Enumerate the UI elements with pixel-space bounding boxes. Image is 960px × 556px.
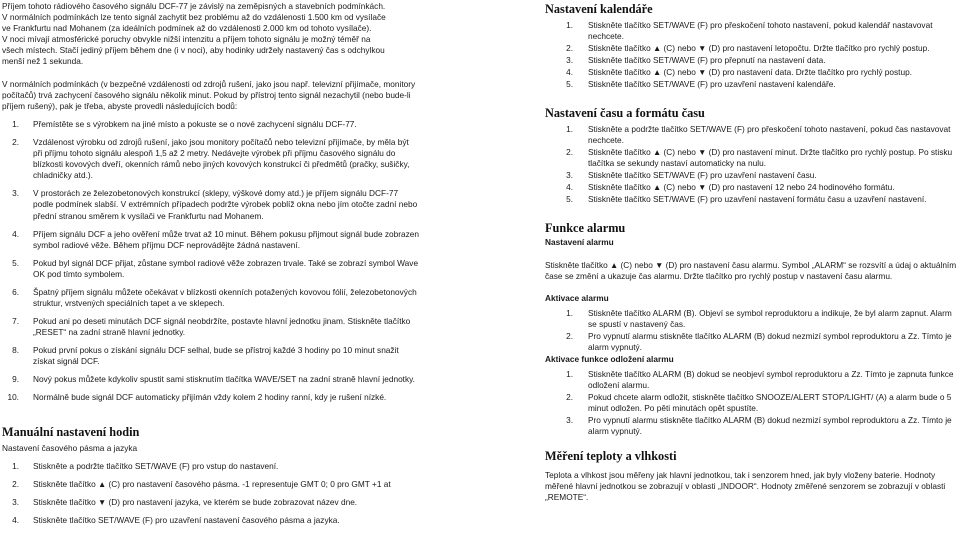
list-item: 1. Stiskněte a podržte tlačítko SET/WAVE (F) pro vstup do nastavení. — [12, 460, 279, 471]
list-item: 8. Pokud první pokus o získání signálu DCF selhal, bude se přístroj každé 3 hodiny po 10 minut snažit získat signál DCF. — [12, 344, 399, 366]
calendar-heading: Nastavení kalendáře — [545, 2, 653, 16]
manual-setting-heading: Manuální nastavení hodin — [2, 424, 140, 439]
reception-paragraph: V normálních podmínkách (v bezpečné vzdálenosti od zdrojů rušení, jako jsou např. televizní přijímače, monitory počítačů) trvá zachycení časového signálu několik minut. Pokud by přístroj tento signál nezachytil (nebo bude-li příjem rušený), pak je třeba, abyste provedli následujících bodů: — [2, 79, 416, 112]
intro-line: menší než 1 sekunda. — [2, 56, 84, 67]
intro-paragraph — [2, 1, 420, 67]
right-column — [545, 0, 957, 503]
list-item: 1. Přemístěte se s výrobkem na jiné místo a pokuste se o nové zachycení signálu DCF-77. — [12, 119, 357, 130]
list-item: 4. Stiskněte tlačítko ▲ (C) nebo ▼ (D) pro nastavení data. Držte tlačítko pro rychlý postup. — [566, 66, 913, 77]
list-item: 3. Stiskněte tlačítko ▼ (D) pro nastavení jazyka, ve kterém se bude zobrazovat název dne. — [12, 496, 358, 507]
list-item: 3. V prostorách ze železobetonových konstrukcí (sklepy, výškové domy atd.) je příjem signálu DCF-77 podle podmínek slabší. V extrémních případech podržte výrobek poblíž okna nebo jím otočte zadní nebo přední stranou směrem k vysílači ve Frankfurtu nad Mohanem. — [12, 188, 418, 221]
alarm-activation-steps — [545, 308, 957, 353]
list-item: 9. Nový pokus můžete kdykoliv spustit sami stisknutím tlačítka WAVE/SET na zadní straně hlavní jednotky. — [12, 373, 415, 384]
alarm-heading: Funkce alarmu — [545, 220, 626, 235]
list-item: 10. Normálně bude signál DCF automaticky přijímán vždy kolem 2 hodiny ranní, kdy je rušení nízké. — [7, 391, 387, 402]
snooze-steps — [545, 369, 957, 437]
list-item: 4. Stiskněte tlačítko SET/WAVE (F) pro uzavření nastavení časového pásma a jazyka. — [12, 514, 340, 525]
intro-line: V noci mívají atmosférické poruchy obvykle nižší intenzitu a příjem tohoto signálu je možný téměř na — [2, 34, 371, 45]
list-item: 2. Stiskněte tlačítko ▲ (C) nebo ▼ (D) pro nastavení letopočtu. Držte tlačítko pro rychlý postup. — [566, 42, 930, 53]
timezone-steps — [2, 461, 420, 526]
list-item: 1. Stiskněte tlačítko ALARM (B) dokud se neobjeví symbol reproduktoru a Zz. Tímto je zapnuta funkce odložení alarmu. — [566, 368, 954, 390]
list-item: 5. Pokud byl signál DCF přijat, zůstane symbol radiové věže zobrazen trvale. Také se zobrazí symbol Wave OK pod tímto symbolem. — [12, 257, 419, 279]
list-item: 2. Pro vypnutí alarmu stiskněte tlačítko ALARM (B) dokud nezmizí symbol reproduktoru a Zz. Tímto je alarm vypnutý. — [566, 330, 952, 352]
list-item: 2. Pokud chcete alarm odložit, stiskněte tlačítko SNOOZE/ALERT STOP/LIGHT/ (A) a alarm bude o 5 minut odložen. Po pěti minutách opět spustíte. — [566, 392, 952, 414]
alarm-activation-subheading: Aktivace alarmu — [545, 292, 609, 303]
list-item: 3. Stiskněte tlačítko SET/WAVE (F) pro přepnutí na nastavení data. — [566, 54, 826, 65]
list-item: 3. Stiskněte tlačítko SET/WAVE (F) pro uzavření nastavení času. — [566, 169, 817, 180]
list-item: 1. Stiskněte a podržte tlačítko SET/WAVE (F) pro přeskočení tohoto nastavení, pokud čas nastavovat nechcete. — [566, 123, 951, 145]
alarm-paragraph: Stiskněte tlačítko ▲ (C) nebo ▼ (D) pro nastavení času alarmu. Symbol „ALARM“ se rozsvítí a údaj o aktuálním čase se změní a ukazuje čas alarmu. Držte tlačítko pro rychlý postup v nastavení času alarmu. — [545, 259, 957, 281]
list-item: 1. Stiskněte tlačítko ALARM (B). Objeví se symbol reproduktoru a indikuje, že byl alarm zapnut. Alarm se spustí v nastavený čas. — [566, 307, 952, 329]
list-item: 3. Pro vypnutí alarmu stiskněte tlačítko ALARM (B) dokud nezmizí symbol reproduktoru a Zz. Tímto je alarm vypnutý. — [566, 415, 952, 437]
list-item: 2. Vzdálenost výrobku od zdrojů rušení, jako jsou monitory počítačů nebo televizní přijímače, by měla být při příjmu tohoto signálu alespoň 1,5 až 2 metry. Nedávejte výrobek při příjmu časového signálu do blízkosti kovových dveří, okenních rámů nebo jiných kovových konstrukcí či předmětů (pračky, sušičky, chladničky atd.). — [12, 137, 410, 181]
time-format-heading: Nastavení času a formátu času — [545, 105, 705, 120]
measurement-paragraph: Teplota a vlhkost jsou měřeny jak hlavní jednotkou, tak i senzorem hned, jak byly vloženy baterie. Hodnoty měřené hlavní jednotkou se zobrazují v oblasti „INDOOR“. Hodnoty změřené senzorem se zobrazují v oblasti „REMOTE“. — [545, 469, 946, 502]
list-item: 6. Špatný příjem signálu můžete očekávat v blízkosti okenních potažených kovovou fólií, železobetonových struktur, vrstvených speciálních tapet a ve sklepech. — [12, 286, 417, 308]
measurement-heading: Měření teploty a vlhkosti — [545, 449, 677, 464]
list-item: 1. Stiskněte tlačítko SET/WAVE (F) pro přeskočení tohoto nastavení, pokud kalendář nastavovat nechcete. — [566, 19, 933, 41]
intro-line: Příjem tohoto rádiového časového signálu DCF-77 je závislý na zeměpisných a stavebních podmínkách. — [2, 1, 386, 11]
left-column — [2, 0, 420, 526]
intro-line: V normálních podmínkách lze tento signál zachytit bez problému až do vzdálenosti 1.500 km od vysílače — [2, 12, 386, 23]
list-item: 4. Stiskněte tlačítko ▲ (C) nebo ▼ (D) pro nastavení 12 nebo 24 hodinového formátu. — [566, 181, 895, 192]
alarm-setting-subheading: Nastavení alarmu — [545, 236, 614, 247]
calendar-steps — [545, 20, 957, 90]
timezone-subheading: Nastavení časového pásma a jazyka — [2, 442, 138, 453]
snooze-subheading: Aktivace funkce odložení alarmu — [545, 353, 674, 364]
intro-line: všech místech. Stačí jediný příjem během dne (i v noci), aby hodinky udržely nastavený čas s odchylkou — [2, 45, 385, 56]
list-item: 7. Pokud ani po deseti minutách DCF signál neobdržíte, postavte hlavní jednotku jinam. Stiskněte tlačítko „RESET“ na zadní straně hlavní jednotky. — [12, 315, 411, 337]
list-item: 2. Stiskněte tlačítko ▲ (C) nebo ▼ (D) pro nastavení minut. Držte tlačítko pro rychlý postup. Po stisku tlačítka se sekundy nastaví automaticky na nulu. — [566, 146, 953, 168]
intro-line: ve Frankfurtu nad Mohanem (za ideálních podmínek až do vzdálenosti 2.000 km od tohoto vysílače). — [2, 23, 372, 34]
reception-steps — [2, 119, 420, 403]
list-item: 2. Stiskněte tlačítko ▲ (C) pro nastavení časového pásma. -1 representuje GMT 0; 0 pro GMT +1 at — [12, 478, 391, 489]
list-item: 5. Stiskněte tlačítko SET/WAVE (F) pro uzavření nastavení formátu času a uzavření nastavení. — [566, 193, 927, 204]
list-item: 4. Příjem signálu DCF a jeho ověření může trvat až 10 minut. Během pokusu přijmout signál bude zobrazen symbol radiové věže. Během příjmu DCF neprovádějte žádná nastavení. — [12, 228, 419, 250]
list-item: 5. Stiskněte tlačítko SET/WAVE (F) pro uzavření nastavení kalendáře. — [566, 78, 836, 89]
time-steps — [545, 124, 957, 205]
